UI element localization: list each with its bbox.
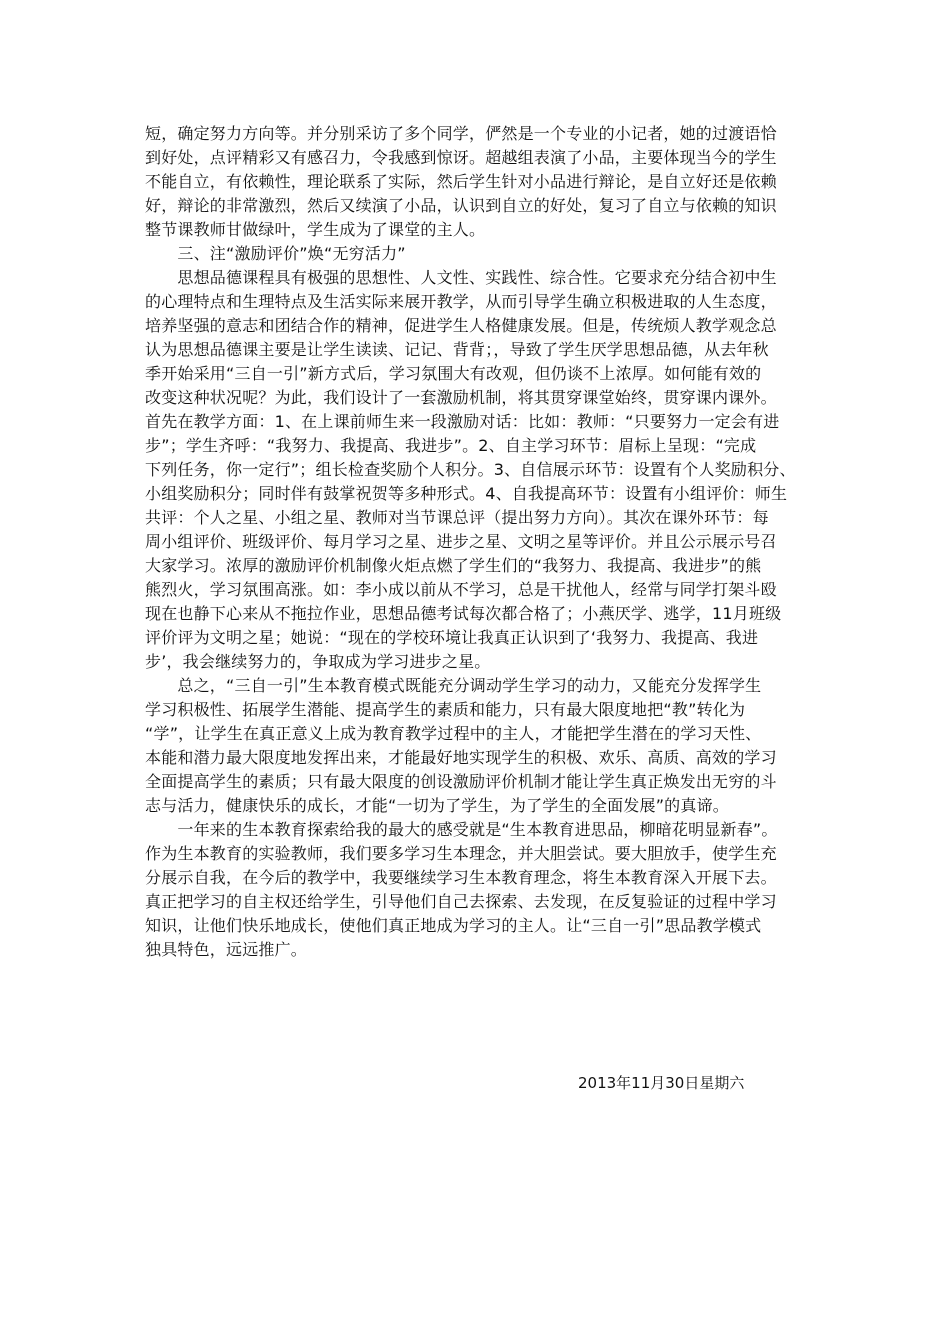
document-date: 2013年11月30日星期六 [578, 1074, 745, 1092]
text-line: “学”，让学生在真正意义上成为教育教学过程中的主人，才能把学生潜在的学习天性、 [145, 724, 762, 743]
text-line: 好，辩论的非常激烈，然后又续演了小品，认识到自立的好处，复习了自立与依赖的知识 [145, 196, 777, 215]
text-line: 整节课教师甘做绿叶，学生成为了课堂的主人。 [145, 220, 486, 239]
text-line: 不能自立，有依赖性，理论联系了实际，然后学生针对小品进行辩论，是自立好还是依赖 [145, 172, 777, 191]
text-line: 到好处，点评精彩又有感召力，令我感到惊讶。超越组表演了小品，主要体现当今的学生 [145, 148, 777, 167]
text-line: 现在也静下心来从不拖拉作业，思想品德考试每次都合格了；小燕厌学、逃学，11月班级 [145, 604, 782, 623]
text-line: 全面提高学生的素质；只有最大限度的创设激励评价机制才能让学生真正焕发出无穷的斗 [145, 772, 777, 791]
text-line: 真正把学习的自主权还给学生，引导他们自己去探索、去发现，在反复验证的过程中学习 [145, 892, 777, 911]
document-body [145, 122, 815, 962]
text-line: 步”；学生齐呼：“我努力、我提高、我进步”。2、自主学习环节：眉标上呈现：“完成 [145, 436, 757, 455]
text-line: 的心理特点和生理特点及生活实际来展开教学，从而引导学生确立积极进取的人生态度， [145, 292, 777, 311]
text-line: 步’，我会继续努力的，争取成为学习进步之星。 [145, 652, 491, 671]
text-line: 评价评为文明之星；她说：“现在的学校环境让我真正认识到了‘我努力、我提高、我进 [145, 628, 759, 647]
text-line: 总之，“三自一引”生本教育模式既能充分调动学生学习的动力，又能充分发挥学生 [145, 676, 762, 695]
text-line: 作为生本教育的实验教师，我们要多学习生本理念，并大胆尝试。要大胆放手，使学生充 [145, 844, 777, 863]
text-line: 共评：个人之星、小组之星、教师对当节课总评（提出努力方向）。其次在课外环节：每 [145, 508, 769, 527]
text-line: 周小组评价、班级评价、每月学习之星、进步之星、文明之星等评价。并且公示展示号召 [145, 532, 777, 551]
text-line: 首先在教学方面：1、在上课前师生来一段激励对话：比如：教师：“只要努力一定会有进 [145, 412, 780, 431]
text-line: 认为思想品德课主要是让学生读读、记记、背背；，导致了学生厌学思想品德，从去年秋 [145, 340, 769, 359]
text-line: 小组奖励积分；同时伴有鼓掌祝贺等多种形式。4、自我提高环节：设置有小组评价：师生 [145, 484, 788, 503]
text-line: 三、注“激励评价”焕“无穷活力” [145, 244, 406, 263]
text-line: 志与活力，健康快乐的成长，才能“一切为了学生，为了学生的全面发展”的真谛。 [145, 796, 729, 815]
text-line: 培养坚强的意志和团结合作的精神，促进学生人格健康发展。但是，传统烦人教学观念总 [145, 316, 777, 335]
text-line: 思想品德课程具有极强的思想性、人文性、实践性、综合性。它要求充分结合初中生 [145, 268, 777, 287]
text-line: 下列任务，你一定行”；组长检查奖励个人积分。3、自信展示环节：设置有个人奖励积分、 [145, 460, 796, 479]
text-line: 改变这种状况呢？为此，我们设计了一套激励机制，将其贯穿课堂始终，贯穿课内课外。 [145, 388, 777, 407]
text-line: 大家学习。浓厚的激励评价机制像火炬点燃了学生们的“我努力、我提高、我进步”的熊 [145, 556, 762, 575]
text-line: 短，确定努力方向等。并分别采访了多个同学，俨然是一个专业的小记者，她的过渡语恰 [145, 124, 777, 143]
text-line: 学习积极性、拓展学生潜能、提高学生的素质和能力，只有最大限度地把“教”转化为 [145, 700, 746, 719]
text-line: 知识，让他们快乐地成长，使他们真正地成为学习的主人。让“三自一引”思品教学模式 [145, 916, 762, 935]
text-line: 分展示自我，在今后的教学中，我要继续学习生本教育理念，将生本教育深入开展下去。 [145, 868, 777, 887]
text-line: 季开始采用“三自一引”新方式后，学习氛围大有改观，但仍谈不上浓厚。如何能有效的 [145, 364, 762, 383]
text-line: 本能和潜力最大限度地发挥出来，才能最好地实现学生的积极、欢乐、高质、高效的学习 [145, 748, 777, 767]
text-line: 一年来的生本教育探索给我的最大的感受就是“生本教育进思品，柳暗花明显新春”。 [145, 820, 778, 839]
text-line: 独具特色，远远推广。 [145, 940, 308, 959]
text-line: 熊烈火，学习氛围高涨。如：李小成以前从不学习，总是干扰他人，经常与同学打架斗殴 [145, 580, 777, 599]
